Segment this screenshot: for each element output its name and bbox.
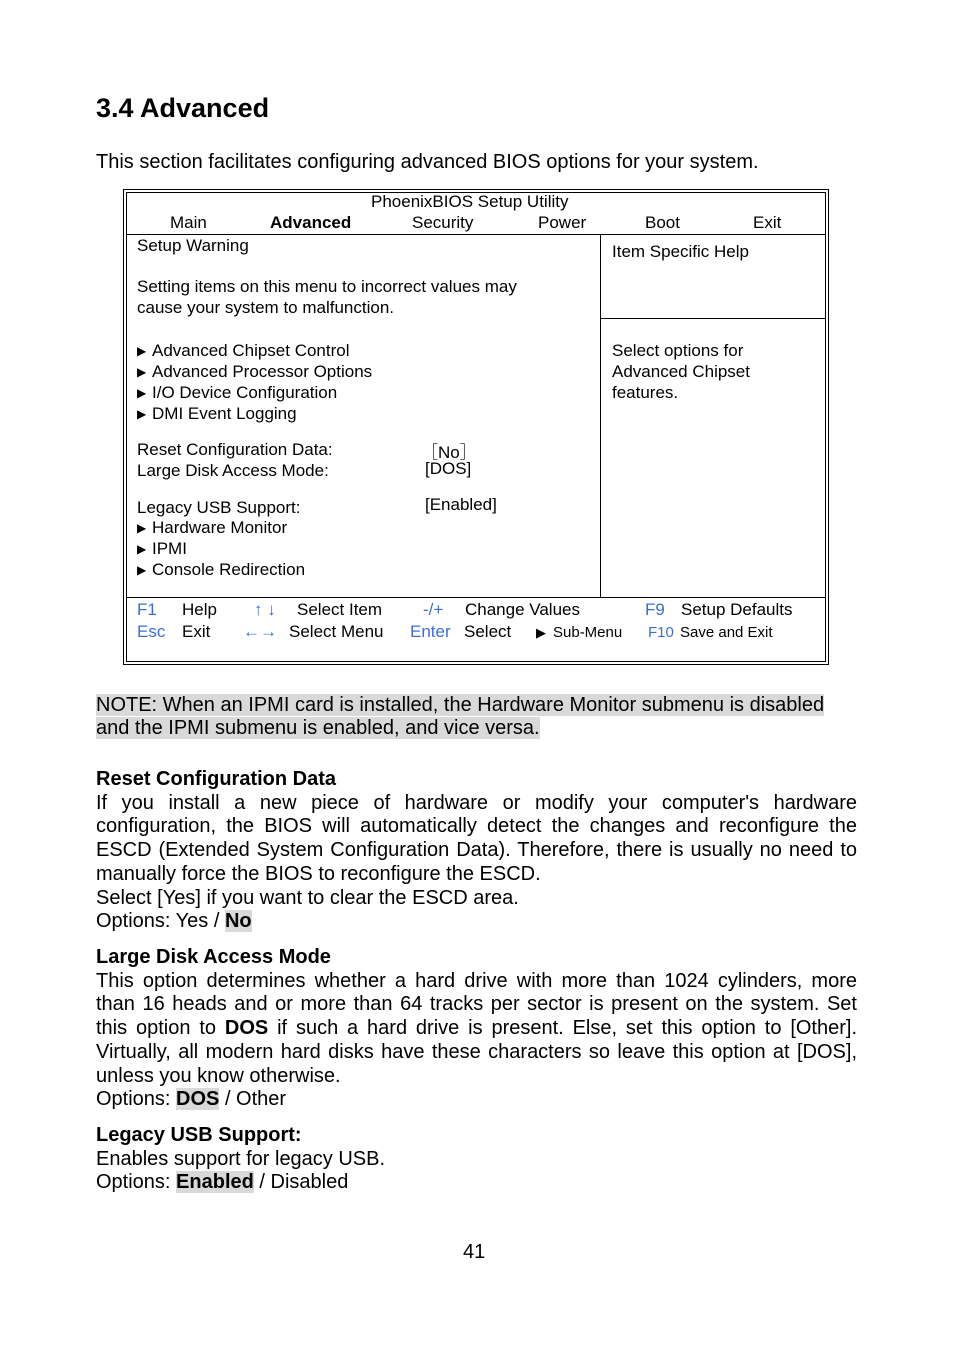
intro-text: This section facilitates configuring advanced BIOS options for your system.	[96, 151, 759, 173]
submenu-arrow-icon: ▶	[137, 386, 147, 400]
f10-key: F10	[648, 624, 674, 641]
submenu-ipmi[interactable]: ▶ IPMI	[137, 539, 187, 558]
section-heading: 3.4 Advanced	[96, 93, 270, 123]
legacy-usb-default: Enabled	[176, 1171, 254, 1194]
select-item-label: Select Item	[297, 600, 383, 619]
warning-line-1: Setting items on this menu to incorrect values may	[137, 277, 517, 296]
large-disk-label: Large Disk Access Mode:	[137, 461, 329, 480]
bios-footer-divider	[126, 597, 826, 598]
reset-config-options: Options: Yes / No	[96, 910, 252, 933]
bios-title: PhoenixBIOS Setup Utility	[371, 192, 569, 211]
large-disk-options: Options: DOS / Other	[96, 1088, 287, 1111]
setup-defaults-label: Setup Defaults	[681, 600, 793, 619]
tab-main[interactable]: Main	[170, 213, 207, 232]
bios-column-divider	[600, 234, 601, 597]
submenu-arrow-icon: ▶	[137, 365, 147, 379]
large-disk-body: This option determines whether a hard drive with more than 1024 cylinders, more than 16 heads and or more than 64 tracks per sector is present on the system. Set this option to DOS if such a hard drive is present. Else, set this option to [Other]. Virtually, all modern hard disks have these characters so leave this option at [DOS], unless you know otherwise.	[96, 969, 858, 1087]
note-line-2: and the IPMI submenu is enabled, and vice versa.	[96, 717, 540, 739]
reset-config-heading: Reset Configuration Data	[96, 768, 337, 790]
f9-key: F9	[645, 600, 665, 619]
bios-help-divider	[600, 318, 826, 319]
enter-key: Enter	[410, 622, 451, 641]
large-disk-value[interactable]: [DOS]	[425, 459, 472, 478]
submenu-label: Sub-Menu	[553, 624, 623, 641]
ipmi-note	[96, 694, 824, 740]
reset-config-value[interactable]: ［No］	[421, 443, 477, 462]
setup-warning-title: Setup Warning	[137, 236, 249, 255]
esc-key: Esc	[137, 622, 166, 641]
reset-config-section	[96, 768, 857, 934]
legacy-usb-section	[96, 1124, 857, 1195]
f1-key: F1	[137, 600, 157, 619]
tab-advanced[interactable]: Advanced	[270, 213, 352, 232]
change-values-label: Change Values	[465, 600, 580, 619]
tab-boot[interactable]: Boot	[645, 213, 680, 232]
help-title: Item Specific Help	[612, 242, 749, 261]
legacy-usb-heading: Legacy USB Support:	[96, 1124, 302, 1146]
reset-config-select-line: Select [Yes] if you want to clear the ESCD area.	[96, 886, 519, 909]
submenu-arrow-icon: ▶	[137, 344, 147, 358]
help-text-1: Select options for	[612, 341, 744, 360]
left-right-arrow-icon: ←→	[243, 622, 277, 641]
submenu-advanced-chipset-control[interactable]: ▶ Advanced Chipset Control	[137, 341, 350, 360]
help-text-3: features.	[612, 383, 679, 402]
large-disk-section	[96, 946, 857, 1112]
submenu-advanced-processor-options[interactable]: ▶ Advanced Processor Options	[137, 362, 373, 381]
submenu-console-redirection[interactable]: ▶ Console Redirection	[137, 560, 306, 579]
bios-frame-inner	[126, 192, 826, 662]
large-disk-heading: Large Disk Access Mode	[96, 946, 331, 968]
plus-minus-key: -/+	[423, 600, 444, 619]
note-line-1: NOTE: When an IPMI card is installed, the Hardware Monitor submenu is disabled	[96, 694, 825, 716]
legacy-usb-label: Legacy USB Support:	[137, 498, 301, 517]
reset-config-default: No	[224, 910, 252, 933]
help-text-2: Advanced Chipset	[612, 362, 750, 381]
select-menu-label: Select Menu	[289, 622, 384, 641]
tab-exit[interactable]: Exit	[753, 213, 782, 232]
reset-config-body: If you install a new piece of hardware or modify your computer's hardware configuration, the BIOS will automatically detect the changes and reconfigure the ESCD (Extended System Configuration Data). Therefore, there is usually no need to manually force the BIOS to reconfigure the ESCD.	[96, 791, 857, 885]
submenu-arrow-icon: ▶	[137, 521, 147, 535]
page-number: 41	[463, 1241, 486, 1263]
f1-label: Help	[182, 600, 217, 619]
submenu-arrow-icon: ▶	[137, 542, 147, 556]
esc-label: Exit	[182, 622, 211, 641]
tab-security[interactable]: Security	[412, 213, 474, 232]
large-disk-default: DOS	[176, 1088, 220, 1111]
save-exit-label: Save and Exit	[680, 624, 773, 641]
enter-label: Select	[464, 622, 512, 641]
tab-power[interactable]: Power	[538, 213, 587, 232]
submenu-arrow-icon: ▶	[137, 407, 147, 421]
legacy-usb-value[interactable]: [Enabled]	[425, 495, 497, 514]
submenu-arrow-icon: ▶	[137, 563, 147, 577]
submenu-triangle-icon: ▶	[536, 625, 546, 640]
bios-menubar-divider	[126, 234, 826, 235]
submenu-io-device-configuration[interactable]: ▶ I/O Device Configuration	[137, 383, 338, 402]
up-down-arrow-icon: ↑ ↓	[254, 600, 276, 619]
reset-config-label: Reset Configuration Data:	[137, 440, 333, 459]
legacy-usb-body: Enables support for legacy USB.	[96, 1147, 386, 1170]
submenu-dmi-event-logging[interactable]: ▶ DMI Event Logging	[137, 404, 297, 423]
legacy-usb-options: Options: Enabled / Disabled	[96, 1171, 349, 1194]
submenu-hardware-monitor[interactable]: ▶ Hardware Monitor	[137, 518, 288, 537]
warning-line-2: cause your system to malfunction.	[137, 298, 395, 317]
